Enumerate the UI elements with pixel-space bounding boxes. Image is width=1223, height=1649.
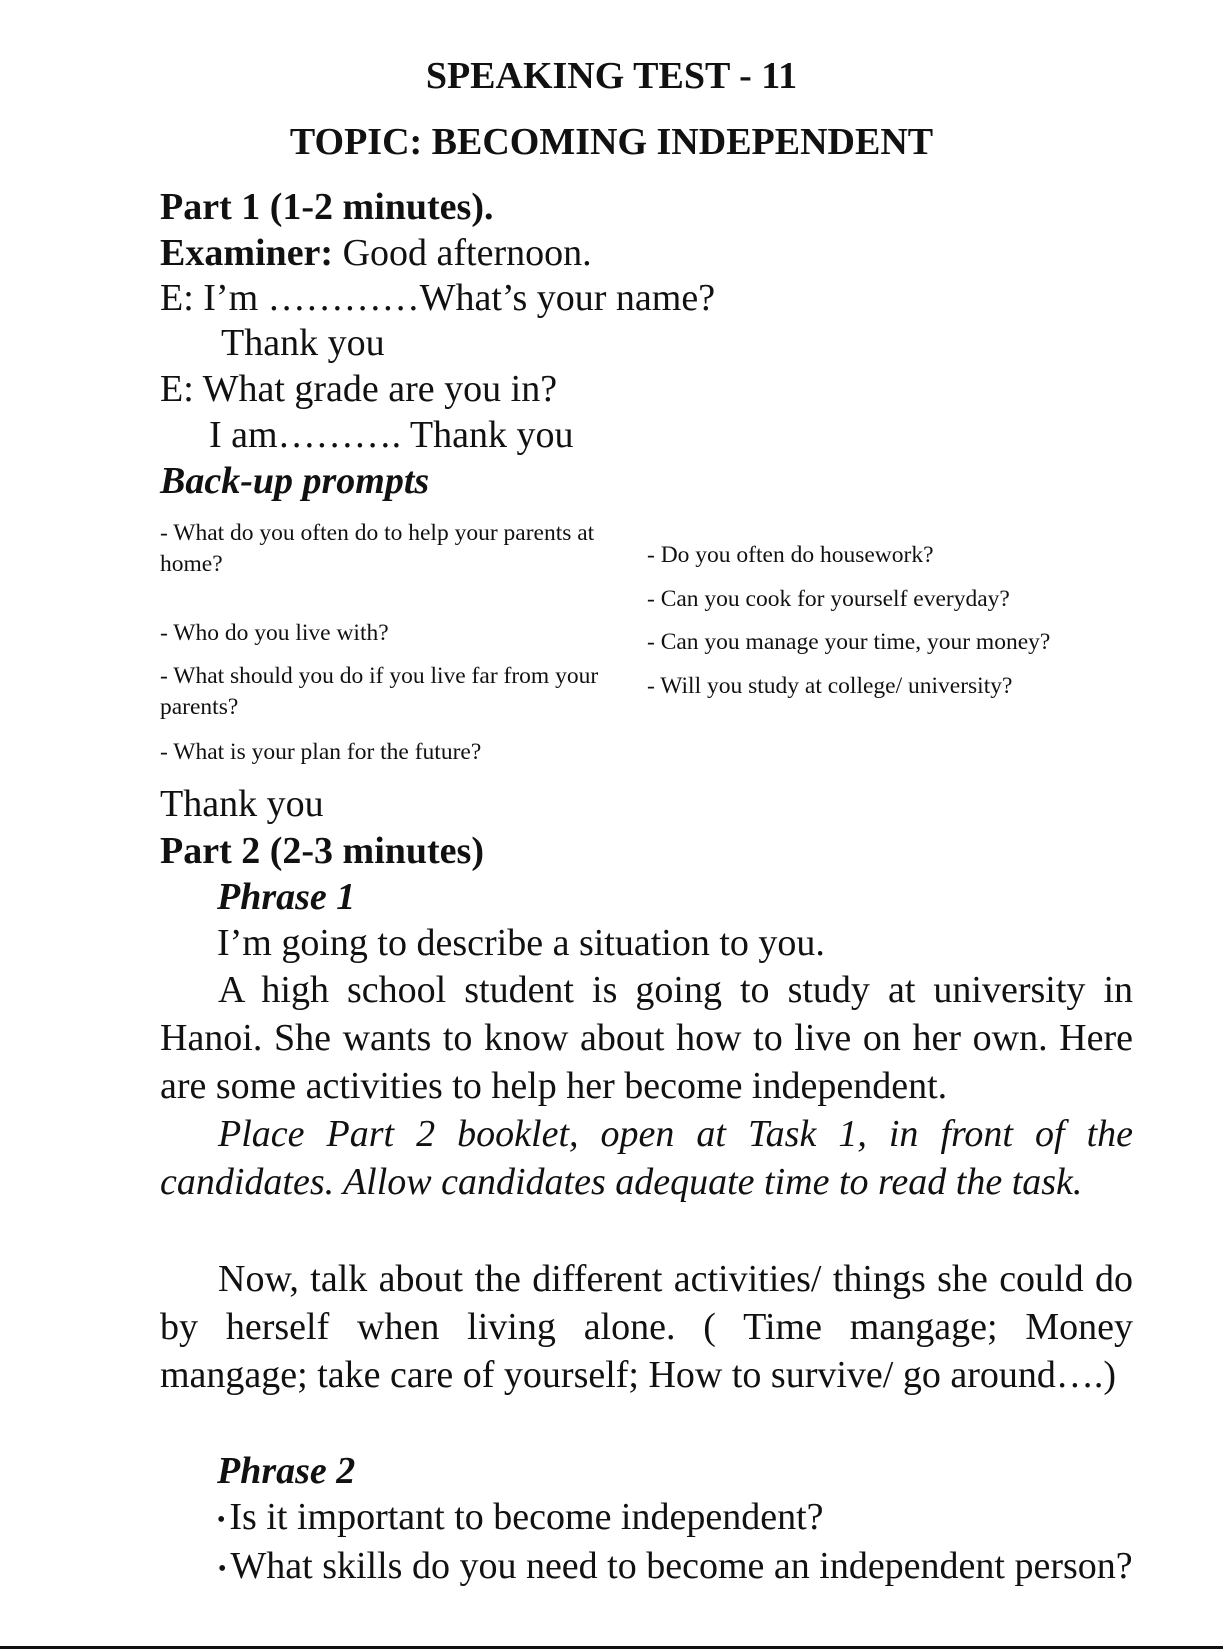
prompt-left-1: - What do you often do to help your parents at home? xyxy=(160,520,595,577)
question-item xyxy=(160,1542,1133,1593)
question-text: Is it important to become independent? xyxy=(229,1496,824,1538)
question-item xyxy=(217,1494,824,1543)
bullet-icon: • xyxy=(218,1556,227,1583)
task-paragraph: Now, talk about the different activities/ things she could do by herself when living alone. ( Time mangage; Money mangage; take care of yourself; How to survive/ go around….) xyxy=(160,1258,1133,1396)
prompt-right-3: - Can you manage your time, your money? xyxy=(647,629,1051,655)
greeting-text: Good afternoon. xyxy=(333,232,592,274)
part1-heading: Part 1 (1-2 minutes). xyxy=(160,186,494,228)
prompt-left-4: - What is your plan for the future? xyxy=(160,739,482,765)
test-title: SPEAKING TEST - 11 xyxy=(425,55,798,97)
topic-title: TOPIC: BECOMING INDEPENDENT xyxy=(289,121,934,163)
examiner-name-line: E: I’m …………What’s your name? xyxy=(160,277,716,319)
i-am-line: I am………. Thank you xyxy=(209,414,574,456)
prompt-left-3: - What should you do if you live far from your parents? xyxy=(160,663,599,720)
prompt-left-2: - Who do you live with? xyxy=(160,620,389,646)
prompt-right-4: - Will you study at college/ university? xyxy=(647,673,1013,699)
examiner-greeting xyxy=(160,230,592,276)
phrase1-heading: Phrase 1 xyxy=(217,876,356,918)
situation-paragraph: A high school student is going to study at university in Hanoi. She wants to know about how to live on her own. Here are some activities to help her become independent. xyxy=(160,969,1133,1107)
prompt-right-1: - Do you often do housework? xyxy=(647,542,934,568)
situation-intro: I’m going to describe a situation to you. xyxy=(217,922,825,964)
closing-thank-you: Thank you xyxy=(160,783,324,825)
examiner-instruction: Place Part 2 booklet, open at Task 1, in front of the candidates. Allow candidates adequate time to read the task. xyxy=(160,1113,1133,1203)
examiner-grade-line: E: What grade are you in? xyxy=(160,368,558,410)
question-text: What skills do you need to become an independent person? xyxy=(230,1545,1133,1587)
thank-you-line-1: Thank you xyxy=(221,322,385,364)
prompt-right-2: - Can you cook for yourself everyday? xyxy=(647,586,1010,612)
part2-heading: Part 2 (2-3 minutes) xyxy=(160,830,484,872)
bullet-icon: • xyxy=(217,1507,226,1534)
backup-prompts-heading: Back-up prompts xyxy=(160,460,430,502)
phrase2-heading: Phrase 2 xyxy=(217,1450,356,1492)
examiner-label: Examiner: xyxy=(160,232,334,274)
